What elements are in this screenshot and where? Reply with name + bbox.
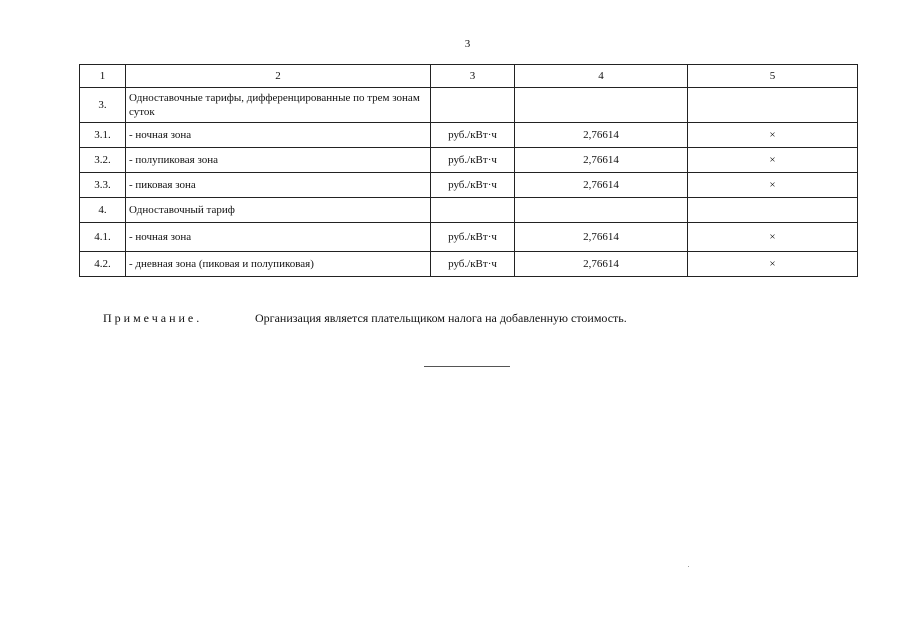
header-cell-5: 5 xyxy=(688,65,858,88)
row-number: 3.3. xyxy=(80,173,126,198)
row-value: 2,76614 xyxy=(515,123,688,148)
row-mark xyxy=(688,88,858,123)
table-row xyxy=(80,173,858,198)
row-number: 4.2. xyxy=(80,252,126,277)
table-header-row xyxy=(80,65,858,88)
row-unit: руб./кВт·ч xyxy=(431,223,515,252)
row-unit: руб./кВт·ч xyxy=(431,148,515,173)
row-mark: × xyxy=(688,148,858,173)
row-name: - пиковая зона xyxy=(126,173,431,198)
row-number: 4.1. xyxy=(80,223,126,252)
note xyxy=(103,311,627,326)
page-number: 3 xyxy=(464,38,471,50)
row-number: 4. xyxy=(80,198,126,223)
row-unit xyxy=(431,88,515,123)
row-unit xyxy=(431,198,515,223)
row-name: - дневная зона (пиковая и полупиковая) xyxy=(126,252,431,277)
header-cell-2: 2 xyxy=(126,65,431,88)
row-mark: × xyxy=(688,252,858,277)
row-value: 2,76614 xyxy=(515,173,688,198)
row-name: - полупиковая зона xyxy=(126,148,431,173)
row-number: 3.2. xyxy=(80,148,126,173)
header-cell-1: 1 xyxy=(80,65,126,88)
row-mark: × xyxy=(688,173,858,198)
separator-line xyxy=(424,366,510,367)
row-number: 3. xyxy=(80,88,126,123)
row-unit: руб./кВт·ч xyxy=(431,123,515,148)
row-name: - ночная зона xyxy=(126,123,431,148)
header-cell-4: 4 xyxy=(515,65,688,88)
row-value: 2,76614 xyxy=(515,223,688,252)
row-value xyxy=(515,198,688,223)
table-row xyxy=(80,223,858,252)
scan-speck xyxy=(688,566,689,567)
header-cell-3: 3 xyxy=(431,65,515,88)
row-name: Одноставочный тариф xyxy=(126,198,431,223)
row-mark xyxy=(688,198,858,223)
row-mark: × xyxy=(688,223,858,252)
tariff-table xyxy=(79,64,858,277)
table-row xyxy=(80,148,858,173)
table-row xyxy=(80,88,858,123)
row-unit: руб./кВт·ч xyxy=(431,173,515,198)
row-unit: руб./кВт·ч xyxy=(431,252,515,277)
note-label: Примечание. xyxy=(103,311,203,325)
row-name: - ночная зона xyxy=(126,223,431,252)
row-value: 2,76614 xyxy=(515,148,688,173)
table-row xyxy=(80,123,858,148)
row-number: 3.1. xyxy=(80,123,126,148)
row-mark: × xyxy=(688,123,858,148)
table-row xyxy=(80,252,858,277)
row-value: 2,76614 xyxy=(515,252,688,277)
note-text: Организация является плательщиком налога на добавленную стоимость. xyxy=(255,311,627,325)
table-row xyxy=(80,198,858,223)
row-value xyxy=(515,88,688,123)
row-name: Одноставочные тарифы, дифференцированные по трем зонам суток xyxy=(126,88,431,123)
